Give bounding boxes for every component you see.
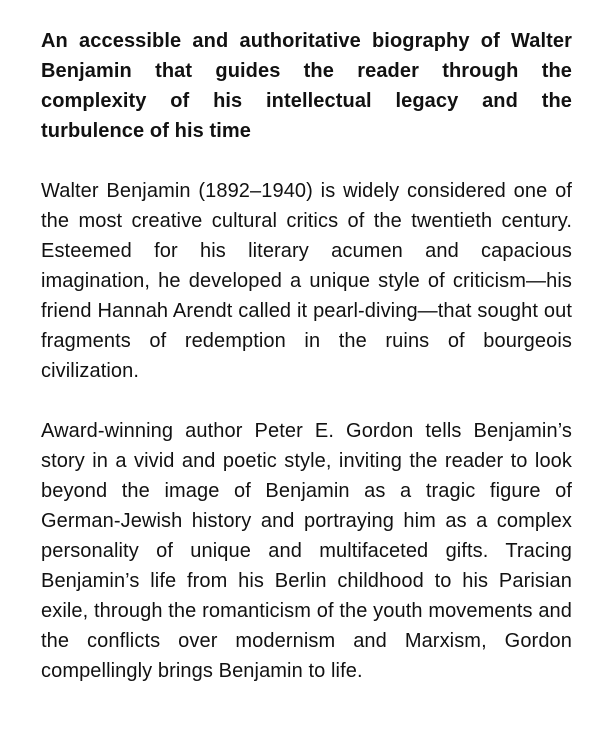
headline: An accessible and authoritative biography of Walter Benjamin that guides the reader through the complexity of his intellectual legacy and the turbulence of his time bbox=[41, 30, 572, 142]
book-description bbox=[41, 26, 572, 686]
paragraph-author: Award-winning author Peter E. Gordon tells Benjamin’s story in a vivid and poetic style, inviting the reader to look beyond the image of Benjamin as a tragic figure of German-Jewish history and portraying him as a complex personality of unique and multifaceted gifts. Tracing Benjamin’s life from his Berlin childhood to his Parisian exile, through the romanticism of the youth movements and the conflicts over modernism and Marxism, Gordon compellingly brings Benjamin to life. bbox=[41, 420, 572, 682]
paragraph-intro: Walter Benjamin (1892–1940) is widely considered one of the most creative cultural critics of the twentieth century. Esteemed for his literary acumen and capacious imagination, he developed a unique style of criticism—his friend Hannah Arendt called it pearl-diving—that sought out fragments of redemption in the ruins of bourgeois civilization. bbox=[41, 180, 572, 382]
